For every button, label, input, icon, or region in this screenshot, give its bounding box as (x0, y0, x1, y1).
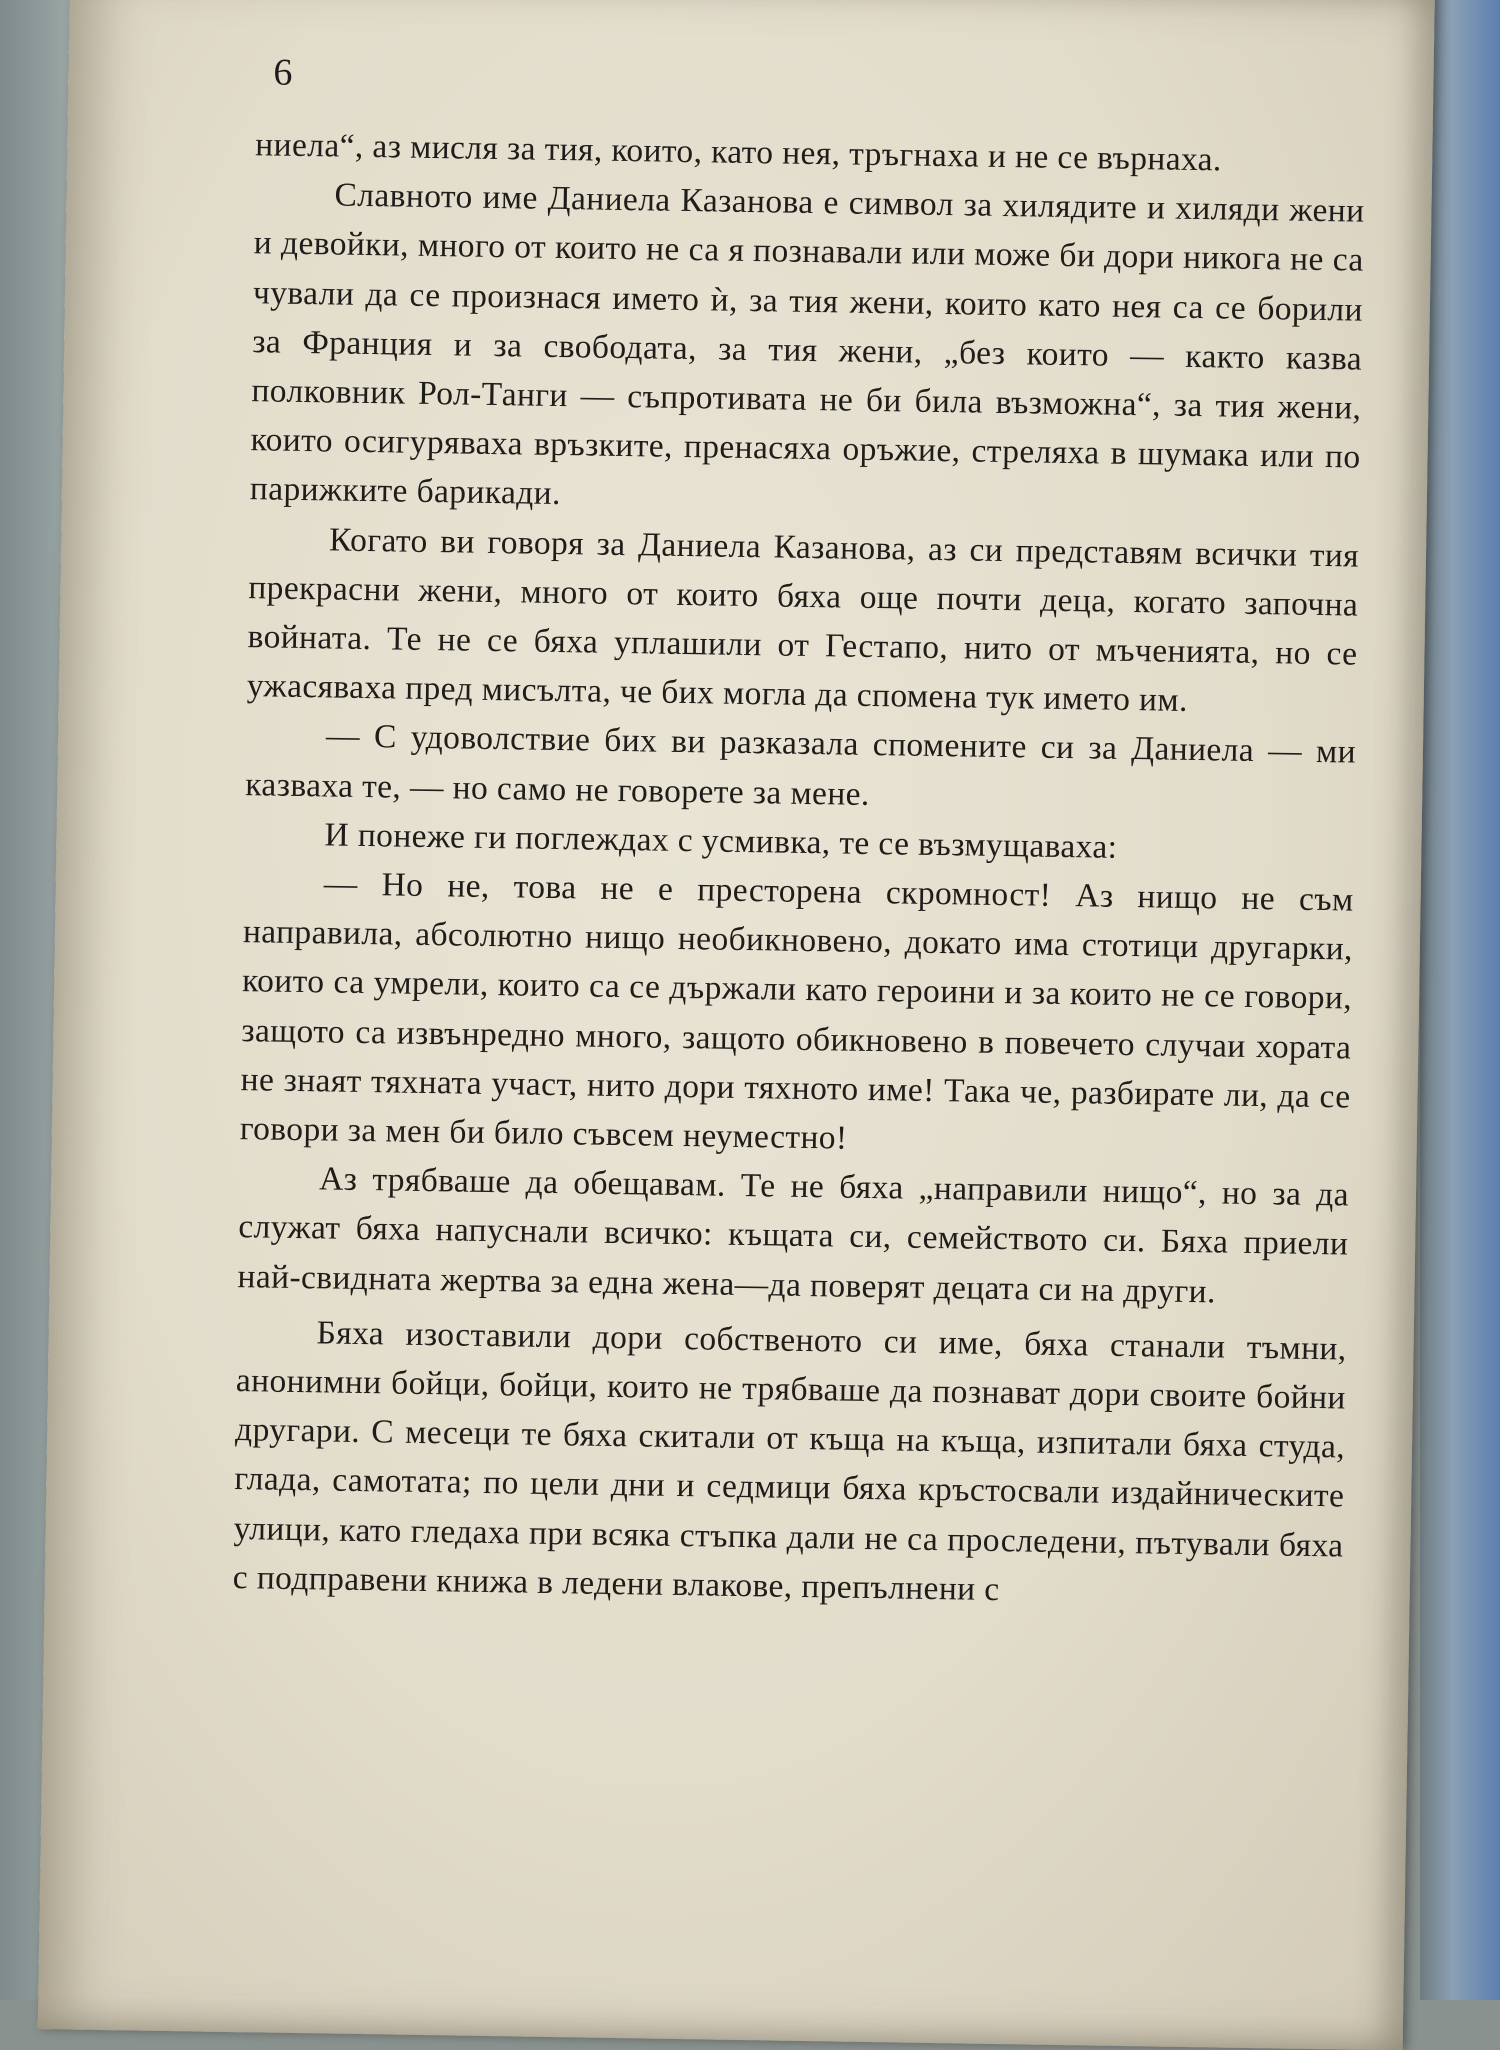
paragraph: Когато ви говоря за Даниела Казанова, аз си представям всички тия прекрасни жени, много от които бяха още почти деца, когато започна войната. Те не се бяха уплашили от Гестапо, нито от мъченията, но се ужасяваха пред мисълта, че бих могла да спомена тук името им. (246, 521, 1360, 720)
paragraph: Бяха изоставили дори собственото си име, бяха станали тъмни, анонимни бойци, бойци, които не трябваше да познават дори своите бойни другари. С месеци те бяха скитали от къща на къща, изпитали бяха студа, глада, самотата; по цели дни и седмици бяха кръстосвали издайническите улици, като гледаха при всяка стъпка дали не са проследени, пътували бяха с подправени книжа в ледени влакове, препълнени с (232, 1314, 1347, 1608)
paragraph: Аз трябваше да обещавам. Те не бяха „направили нищо“, но за да служат бяха напуснали всичко: къщата си, семейството си. Бяха приели най-свидната жертва за една жена—да поверят децата си на други. (237, 1160, 1350, 1311)
background-right (1420, 0, 1500, 2000)
paragraph: — Но не, това не е престорена скромност! Аз нищо не съм направила, абсолютно нищо необикновено, докато има стотици другарки, които са умрели, които са се държали като героини и за които не се говори, защото са извънредно много, защото обикновено в повечето случаи хората не знаят тяхната участ, нито дори тяхното име! Така че, разбирате ли, да се говори за мен би било съвсем неуместно! (239, 865, 1354, 1157)
page-number: 6 (273, 51, 293, 94)
paragraph: Славното име Даниела Казанова е символ за хилядите и хиляди жени и девойки, много от които не са я познавали или може би дори никога не са чували да се произнася името ѝ, за тия жени, които като нея са се борили за Франция и за свободата, за тия жени, „без които — както казва полковник Рол-Танги — съпротивата не би била възможна“, за тия жени, които осигуряваха връзките, пренасяха оръжие, стреляха в шумака или по парижките барикади. (249, 176, 1365, 513)
paragraph: ниела“, аз мисля за тия, които, като нея, тръгнаха и не се върнаха. (255, 126, 1223, 179)
paragraph: И понеже ги поглеждах с усмивка, те се възмущаваха: (324, 816, 1118, 866)
body-text (232, 120, 1365, 1619)
paragraph: — С удоволствие бих ви разказала спомените си за Даниела — ми казваха те, — но само не говорете за мене. (245, 717, 1357, 813)
book-page (38, 0, 1435, 2050)
